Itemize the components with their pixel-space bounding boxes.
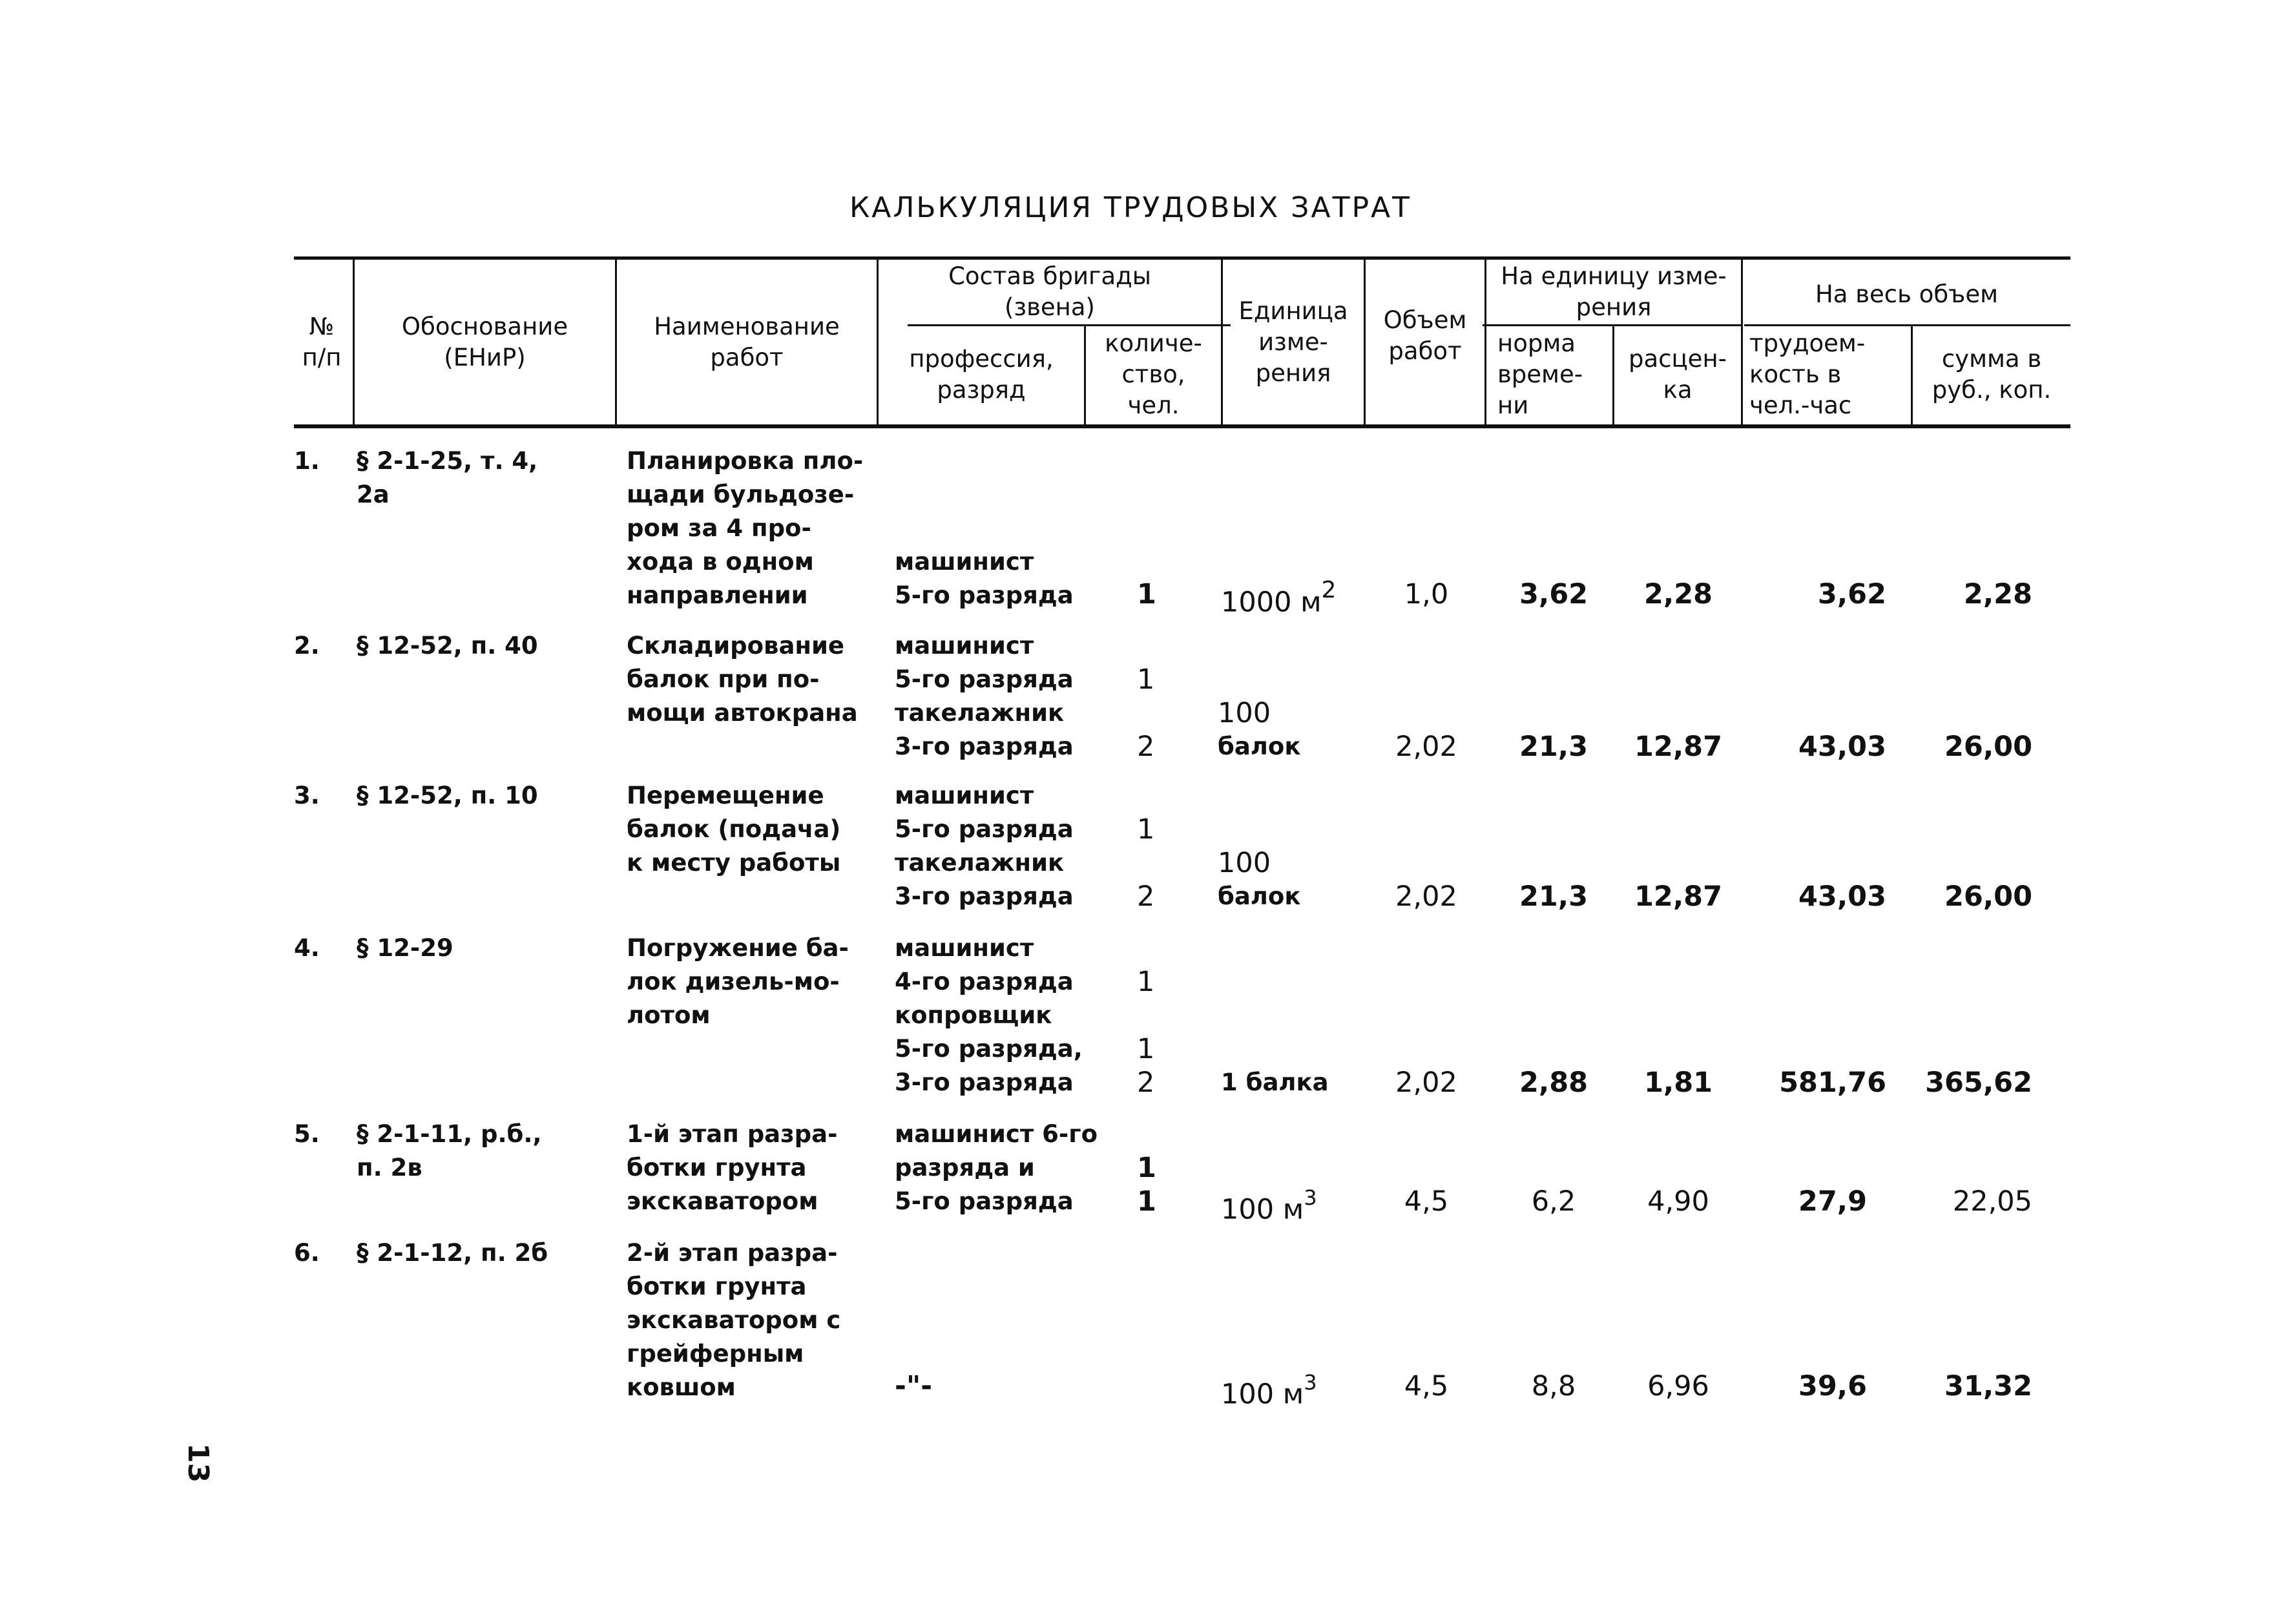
header-profession: профессия, разряд [909,345,1054,404]
row-4-volume: 2,02 [1395,1067,1457,1099]
row-4-sum: 365,62 [1925,1067,2032,1099]
row-1-sum: 2,28 [1963,578,2032,610]
row-5-no: 5. [294,1120,320,1148]
row-1-no: 1. [294,447,320,475]
row-1-work: Планировка пло- щади бульдозе- ром за 4 про- хода в одном направлении [627,447,864,609]
header-crew: Состав бригады (звена) [948,262,1151,321]
row-6-norm: 8,8 [1531,1370,1576,1402]
row-1-profession: машинист 5-го разряда [895,548,1074,609]
row-2-unit: 100 балок [1218,697,1301,760]
perunit-sub-rule [1483,324,1741,326]
row-5-labor: 27,9 [1798,1185,1867,1218]
row-3-labor: 43,03 [1798,880,1886,913]
row-4-qty-2: 1 [1137,1033,1155,1065]
row-4-norm: 2,88 [1519,1067,1588,1099]
page-title: КАЛЬКУЛЯЦИЯ ТРУДОВЫХ ЗАТРАТ [849,191,1411,224]
row-1-basis: § 2-1-25, т. 4, 2а [357,447,538,508]
row-5-profession: машинист 6-го разряда и 5-го разряда [895,1120,1098,1215]
row-4-work: Погружение ба- лок дизель-мо- лотом [627,934,849,1029]
row-2-norm: 21,3 [1519,731,1588,763]
page-number: 13 [182,1443,214,1483]
crew-sub-rule [908,324,1231,326]
row-3-sum: 26,00 [1944,880,2032,913]
row-6-basis: § 2-1-12, п. 2б [357,1239,548,1267]
row-6-unit: 100 $м^3$ [1221,1370,1317,1411]
row-6-sum: 31,32 [1944,1370,2032,1402]
row-2-profession: машинист 5-го разряда такелажник 3-го разряда [895,632,1074,760]
row-5-qty-2: 1 [1137,1185,1156,1218]
row-1-volume: 1,0 [1404,578,1449,610]
row-2-no: 2. [294,632,320,660]
header-sum: сумма в руб., коп. [1932,345,2052,404]
row-6-rate: 6,96 [1647,1370,1709,1402]
row-3-basis: § 12-52, п. 10 [357,782,538,809]
row-2-labor: 43,03 [1798,731,1886,763]
row-1-rate: 2,28 [1643,578,1713,610]
row-2-volume: 2,02 [1395,731,1457,763]
row-3-rate: 12,87 [1634,880,1722,913]
row-2-sum: 26,00 [1944,731,2032,763]
row-1-norm: 3,62 [1519,578,1588,610]
row-5-work: 1-й этап разра- ботки грунта экскаватором [627,1120,838,1215]
row-4-qty-3: 2 [1137,1067,1155,1099]
row-4-qty-1: 1 [1137,966,1155,998]
header-bottom-rule [294,424,2070,428]
row-3-qty-1: 1 [1137,813,1155,846]
total-sub-rule [1744,324,2070,326]
header-norm: норма време- ни [1497,329,1583,419]
row-6-no: 6. [294,1239,320,1267]
row-6-labor: 39,6 [1798,1370,1867,1402]
row-3-qty-2: 2 [1137,880,1155,913]
header-volume: Объем работ [1383,306,1467,365]
row-5-sum: 22,05 [1952,1185,2032,1218]
row-3-work: Перемещение балок (подача) к месту работы [627,782,841,877]
row-4-unit: 1 балка [1221,1068,1329,1096]
row-1-qty: 1 [1137,578,1156,610]
row-4-basis: § 12-29 [357,934,453,962]
row-2-qty-2: 2 [1137,731,1155,763]
header-no: № п/п [302,313,342,371]
row-5-norm: 6,2 [1531,1185,1576,1218]
header-per-unit: На единицу изме- рения [1501,262,1727,321]
row-5-qty-1: 1 [1137,1152,1156,1184]
row-3-profession: машинист 5-го разряда такелажник 3-го разряда [895,782,1074,910]
row-4-profession: машинист 4-го разряда копровщик 5-го разряда, 3-го разряда [895,934,1083,1096]
header-labor: трудоем- кость в чел.-час [1749,329,1866,419]
row-5-unit: 100 $м^3$ [1221,1185,1317,1226]
row-3-unit: 100 балок [1218,847,1301,910]
header-quantity: количе- ство, чел. [1105,329,1202,419]
row-1-unit: 1000 $м^2$ [1221,577,1337,619]
row-3-volume: 2,02 [1395,880,1457,913]
row-5-rate: 4,90 [1647,1185,1709,1218]
row-6-profession: -"- [895,1370,933,1402]
header-total: На весь объем [1815,280,1998,308]
row-1-labor: 3,62 [1817,578,1886,610]
row-3-norm: 21,3 [1519,880,1588,913]
row-5-basis: § 2-1-11, р.б., п. 2в [357,1120,542,1182]
row-4-labor: 581,76 [1779,1067,1886,1099]
row-5-volume: 4,5 [1404,1185,1449,1218]
header-rate: расцен- ка [1629,345,1727,404]
row-4-no: 4. [294,934,320,962]
row-2-basis: § 12-52, п. 40 [357,632,538,660]
row-6-work: 2-й этап разра- ботки грунта экскаватором с грейферным ковшом [627,1239,841,1401]
header-basis: Обоснование (ЕНиР) [401,313,568,371]
header-unit: Единица изме- рения [1238,297,1348,387]
row-2-rate: 12,87 [1634,731,1722,763]
row-4-rate: 1,81 [1643,1067,1713,1099]
row-3-no: 3. [294,782,320,809]
row-6-volume: 4,5 [1404,1370,1449,1402]
header-top-rule [294,256,2070,260]
header-work: Наименование работ [654,313,840,371]
row-2-qty-1: 1 [1137,663,1155,696]
row-2-work: Складирование балок при по- мощи автокрана [627,632,858,727]
